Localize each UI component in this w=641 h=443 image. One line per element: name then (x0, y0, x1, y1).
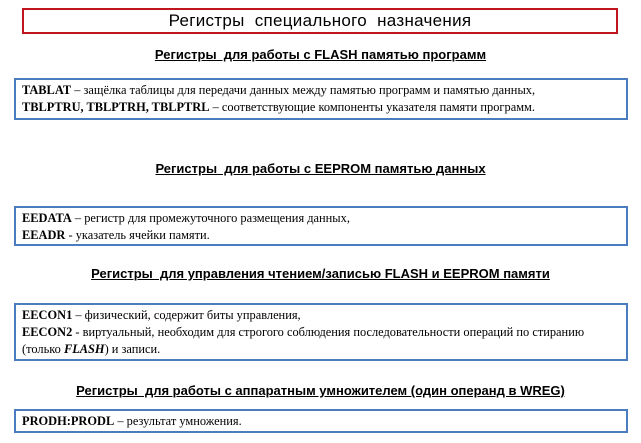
register-description-tail: ) и записи. (104, 342, 161, 356)
section-box-flash-program (14, 78, 628, 120)
register-line-eecon1 (22, 307, 620, 324)
register-term: EEDATA (22, 211, 72, 225)
register-description: – защёлка таблицы для передачи данных между памятью программ и памятью данных, (71, 83, 536, 97)
register-line-tablat (22, 82, 620, 99)
register-term: TBLPTRU, TBLPTRH, TBLPTRL (22, 100, 210, 114)
register-description: – соответствующие компоненты указателя памяти программ. (209, 100, 535, 114)
register-emphasis: FLASH (63, 342, 105, 356)
section-heading-control: Регистры для управления чтением/записью FLASH и EEPROM памяти (91, 266, 550, 281)
register-description: – физический, содержит биты управления, (72, 308, 301, 322)
register-description: – регистр для промежуточного размещения данных, (71, 211, 350, 225)
register-line-eedata (22, 210, 620, 227)
register-term: EECON1 (22, 308, 73, 322)
register-term: EECON2 (22, 325, 73, 339)
register-line-prod (22, 413, 620, 430)
section-box-eeprom-data (14, 206, 628, 246)
register-description: - виртуальный, необходим для строгого соблюдения последовательности операций по стиранию (только (22, 325, 585, 356)
register-description: – результат умножения. (114, 414, 242, 428)
register-line-tblptr (22, 99, 620, 116)
section-heading-flash-program: Регистры для работы с FLASH памятью программ (154, 47, 487, 62)
section-box-multiplier (14, 409, 628, 433)
register-term: TABLAT (22, 83, 72, 97)
section-heading-multiplier: Регистры для работы с аппаратным умножителем (один операнд в WREG) (76, 383, 565, 398)
register-term: EEADR (22, 228, 66, 242)
register-term: PRODH:PRODL (22, 414, 115, 428)
register-description: - указатель ячейки памяти. (65, 228, 210, 242)
register-line-eeadr (22, 227, 620, 244)
register-line-eecon2 (22, 324, 620, 358)
page-title: Регистры специального назначения (22, 8, 618, 34)
section-box-control (14, 303, 628, 361)
section-heading-eeprom-data: Регистры для работы с EEPROM памятью данных (155, 161, 486, 176)
